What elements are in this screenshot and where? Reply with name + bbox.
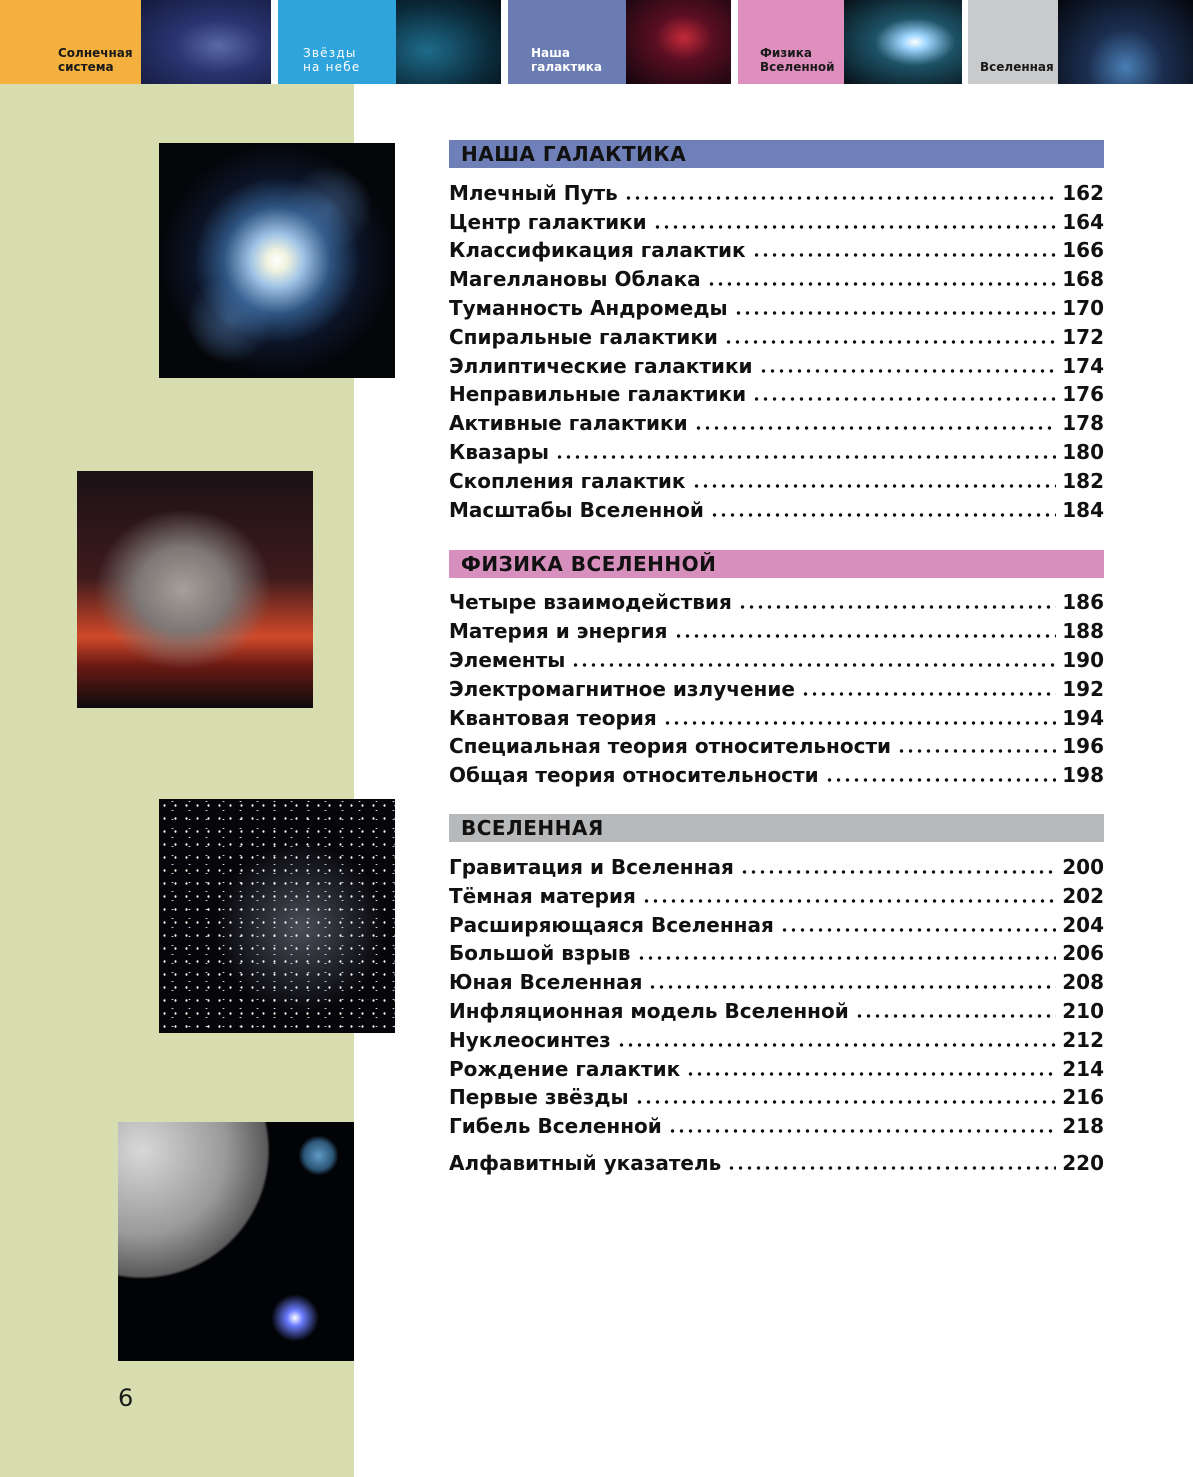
toc-entry[interactable] bbox=[449, 994, 1104, 1023]
entry-title: Инфляционная модель Вселенной bbox=[449, 998, 849, 1023]
entry-page: 202 bbox=[1062, 883, 1104, 908]
dot-leader bbox=[752, 237, 1057, 257]
toc-entry[interactable] bbox=[449, 291, 1104, 320]
entry-title: Специальная теория относительности bbox=[449, 734, 892, 759]
dot-leader bbox=[617, 1027, 1056, 1047]
toc-entry[interactable] bbox=[449, 672, 1104, 701]
toc-entry[interactable] bbox=[449, 643, 1104, 672]
entry-title: Масштабы Вселенной bbox=[449, 497, 704, 522]
toc-entry[interactable] bbox=[449, 262, 1104, 291]
entry-title: Рождение галактик bbox=[449, 1056, 681, 1081]
dot-leader bbox=[642, 883, 1056, 903]
entry-title: Квазары bbox=[449, 439, 550, 464]
dot-leader bbox=[897, 733, 1056, 753]
entry-title: Тёмная материя bbox=[449, 883, 636, 908]
entry-page: 218 bbox=[1062, 1114, 1104, 1139]
toc-entry[interactable] bbox=[449, 1023, 1104, 1052]
toc-entry[interactable] bbox=[449, 1109, 1104, 1138]
entry-page: 166 bbox=[1062, 238, 1104, 263]
toc-entry[interactable] bbox=[449, 758, 1104, 787]
toc-entry[interactable] bbox=[449, 879, 1104, 908]
entry-page: 196 bbox=[1062, 734, 1104, 759]
dot-leader bbox=[707, 266, 1057, 286]
section-heading-physics-of-universe: ФИЗИКА ВСЕЛЕННОЙ bbox=[449, 550, 1104, 578]
tab-our-galaxy[interactable] bbox=[508, 0, 731, 84]
tab-physics-of-universe[interactable] bbox=[738, 0, 962, 84]
dot-leader bbox=[694, 410, 1057, 430]
toc-entry[interactable] bbox=[449, 464, 1104, 493]
entry-title: Алфавитный указатель bbox=[449, 1150, 722, 1175]
tab-label: Наша галактика bbox=[531, 46, 603, 74]
entry-page: 180 bbox=[1062, 439, 1104, 464]
dot-leader bbox=[624, 180, 1057, 200]
solar-system-thumbnail bbox=[141, 0, 271, 84]
toc-entry[interactable] bbox=[449, 908, 1104, 937]
entry-page: 204 bbox=[1062, 912, 1104, 937]
dot-leader bbox=[648, 969, 1056, 989]
entry-page: 200 bbox=[1062, 854, 1104, 879]
entry-title: Четыре взаимодействия bbox=[449, 590, 732, 615]
entry-page: 172 bbox=[1062, 324, 1104, 349]
dot-leader bbox=[801, 676, 1056, 696]
toc-entry[interactable] bbox=[449, 1052, 1104, 1081]
dot-leader bbox=[637, 940, 1057, 960]
toc-entry[interactable] bbox=[449, 850, 1104, 879]
tab-solar-system[interactable] bbox=[0, 0, 271, 84]
moon-spacecraft-illustration bbox=[118, 1122, 354, 1361]
entry-title: Расширяющаяся Вселенная bbox=[449, 912, 774, 937]
toc-entry[interactable] bbox=[449, 234, 1104, 263]
table-of-contents bbox=[449, 140, 1104, 1175]
entry-page: 170 bbox=[1062, 295, 1104, 320]
toc-entry[interactable] bbox=[449, 614, 1104, 643]
dot-leader bbox=[692, 468, 1057, 488]
toc-entry[interactable] bbox=[449, 965, 1104, 994]
toc-entry[interactable] bbox=[449, 730, 1104, 759]
entry-page: 216 bbox=[1062, 1085, 1104, 1110]
tab-label: Вселенная bbox=[980, 60, 1054, 74]
dot-leader bbox=[663, 705, 1057, 725]
entry-title: Общая теория относительности bbox=[449, 763, 819, 788]
dot-leader bbox=[734, 295, 1057, 315]
dot-leader bbox=[738, 589, 1056, 609]
toc-entry[interactable] bbox=[449, 701, 1104, 730]
entry-title: Гибель Вселенной bbox=[449, 1114, 662, 1139]
section-entries bbox=[449, 176, 1104, 522]
chapter-tabs bbox=[0, 0, 1193, 84]
dot-leader bbox=[759, 353, 1057, 373]
entry-page: 182 bbox=[1062, 468, 1104, 493]
entry-title: Млечный Путь bbox=[449, 180, 618, 205]
tab-stars-in-sky[interactable] bbox=[278, 0, 501, 84]
entry-page: 210 bbox=[1062, 998, 1104, 1023]
entry-title: Неправильные галактики bbox=[449, 382, 747, 407]
entry-page: 208 bbox=[1062, 970, 1104, 995]
toc-entry[interactable] bbox=[449, 349, 1104, 378]
entry-page: 164 bbox=[1062, 209, 1104, 234]
entry-page: 214 bbox=[1062, 1056, 1104, 1081]
dot-leader bbox=[825, 762, 1057, 782]
entry-title: Первые звёзды bbox=[449, 1085, 629, 1110]
entry-title: Элементы bbox=[449, 647, 566, 672]
entry-page: 176 bbox=[1062, 382, 1104, 407]
entry-page: 198 bbox=[1062, 763, 1104, 788]
toc-entry[interactable] bbox=[449, 586, 1104, 615]
stars-thumbnail bbox=[396, 0, 501, 84]
toc-entry[interactable] bbox=[449, 205, 1104, 234]
entry-page: 188 bbox=[1062, 619, 1104, 644]
section-heading-universe: ВСЕЛЕННАЯ bbox=[449, 814, 1104, 842]
toc-entry[interactable] bbox=[449, 1081, 1104, 1110]
entry-title: Электромагнитное излучение bbox=[449, 676, 795, 701]
tab-label: Физика Вселенной bbox=[760, 46, 835, 74]
entry-title: Туманность Андромеды bbox=[449, 295, 728, 320]
dot-leader bbox=[752, 381, 1056, 401]
entry-page: 178 bbox=[1062, 411, 1104, 436]
dot-leader bbox=[555, 439, 1056, 459]
dot-leader bbox=[740, 854, 1056, 874]
entry-title: Скопления галактик bbox=[449, 468, 686, 493]
entry-page: 184 bbox=[1062, 497, 1104, 522]
entry-page: 220 bbox=[1062, 1150, 1104, 1175]
entry-title: Большой взрыв bbox=[449, 941, 631, 966]
section-heading-our-galaxy: НАША ГАЛАКТИКА bbox=[449, 140, 1104, 168]
tab-label: Звёзды на небе bbox=[303, 46, 361, 74]
entry-page: 186 bbox=[1062, 590, 1104, 615]
dot-leader bbox=[668, 1113, 1056, 1133]
entry-title: Гравитация и Вселенная bbox=[449, 854, 734, 879]
entry-title: Нуклеосинтез bbox=[449, 1027, 611, 1052]
toc-entry[interactable] bbox=[449, 406, 1104, 435]
entry-page: 168 bbox=[1062, 267, 1104, 292]
entry-page: 206 bbox=[1062, 941, 1104, 966]
entry-title: Классификация галактик bbox=[449, 238, 746, 263]
tab-label: Солнечная система bbox=[58, 46, 133, 74]
entry-title: Спиральные галактики bbox=[449, 324, 718, 349]
entry-page: 190 bbox=[1062, 647, 1104, 672]
star-cluster-photo bbox=[159, 799, 395, 1033]
section-entries bbox=[449, 586, 1104, 788]
page-number: 6 bbox=[118, 1384, 134, 1412]
radio-telescope-illustration bbox=[77, 471, 313, 708]
dot-leader bbox=[727, 1150, 1056, 1170]
entry-page: 212 bbox=[1062, 1027, 1104, 1052]
entry-title: Материя и энергия bbox=[449, 619, 668, 644]
dot-leader bbox=[855, 998, 1057, 1018]
spiral-galaxy-photo bbox=[159, 143, 395, 378]
entry-page: 162 bbox=[1062, 180, 1104, 205]
entry-page: 194 bbox=[1062, 705, 1104, 730]
entry-title: Активные галактики bbox=[449, 411, 688, 436]
toc-entry[interactable] bbox=[449, 435, 1104, 464]
dot-leader bbox=[635, 1084, 1057, 1104]
entry-page: 174 bbox=[1062, 353, 1104, 378]
dot-leader bbox=[571, 647, 1056, 667]
dot-leader bbox=[780, 912, 1056, 932]
section-entries bbox=[449, 850, 1104, 1138]
entry-title: Квантовая теория bbox=[449, 705, 657, 730]
entry-title: Центр галактики bbox=[449, 209, 647, 234]
entry-title: Юная Вселенная bbox=[449, 970, 643, 995]
dot-leader bbox=[674, 618, 1057, 638]
dot-leader bbox=[653, 209, 1057, 229]
toc-entry[interactable] bbox=[449, 378, 1104, 407]
universe-thumbnail bbox=[1058, 0, 1193, 84]
toc-entry-index[interactable] bbox=[449, 1146, 1104, 1175]
entry-title: Эллиптические галактики bbox=[449, 353, 753, 378]
dot-leader bbox=[724, 324, 1056, 344]
toc-entry[interactable] bbox=[449, 176, 1104, 205]
dot-leader bbox=[710, 497, 1056, 517]
dot-leader bbox=[686, 1056, 1056, 1076]
toc-entry[interactable] bbox=[449, 493, 1104, 522]
entry-page: 192 bbox=[1062, 676, 1104, 701]
physics-thumbnail bbox=[844, 0, 962, 84]
toc-entry[interactable] bbox=[449, 937, 1104, 966]
galaxy-thumbnail bbox=[626, 0, 731, 84]
entry-title: Магеллановы Облака bbox=[449, 267, 701, 292]
toc-entry[interactable] bbox=[449, 320, 1104, 349]
tab-universe[interactable] bbox=[968, 0, 1193, 84]
